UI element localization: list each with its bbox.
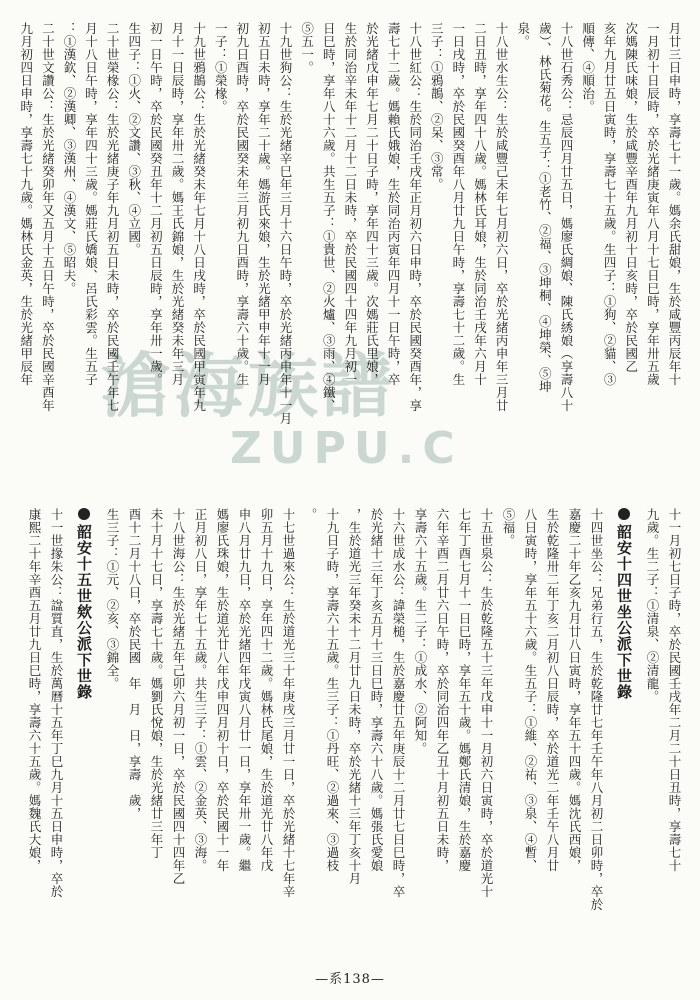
text-column: 順傳、④順治。 bbox=[580, 22, 596, 113]
text-column: 十九日子時，享壽六十五歲。生三子：①丹旺、②過來、③過枝 bbox=[325, 508, 340, 872]
text-column: 十八世海公：生於光緒五年己卯六月初一日，卒於民國四十四年乙 bbox=[171, 508, 186, 885]
text-column: 月十一日辰時，享年卅二歲。媽王氏錦娘，生於光緒癸未年三月 bbox=[169, 22, 185, 386]
text-column: 申八月廿九日，卒於光緒四年戊寅八月廿一日，享年卅一歲。繼 bbox=[237, 508, 252, 872]
text-column: 十七世過來公：生於道光三十年庚戌三月廿一日，卒於光緒十七年辛 bbox=[281, 508, 296, 898]
text-column: 七年丁酉七月十一日巳時，享年五十歲。媽鄭氏清娘，生於嘉慶 bbox=[457, 508, 472, 872]
text-column: 泉。 bbox=[515, 22, 531, 48]
text-column: 歲）、林氏菊花。生五子：①老竹、②福、③坤桐、④坤榮、⑤坤 bbox=[537, 22, 553, 393]
text-column: 酉十二月十八日，卒於民國 年 月 日，享壽 歲， bbox=[127, 508, 142, 820]
text-column: 二日丑時，享年四十八歲。媽林氏耳娘，生於同治壬戌年六月十 bbox=[472, 22, 488, 386]
text-column: 十九世鴉鵲公：生於光緒癸未年七月十八日戌時，卒於民國甲寅年九 bbox=[191, 22, 207, 412]
text-column: 生於同治辛未年十二月十二日未時，卒於民國四十四年九月初一 bbox=[342, 22, 358, 386]
section-heading bbox=[74, 508, 94, 963]
page-number: —系138— bbox=[315, 972, 385, 987]
text-column: 十五世泉公：生於乾隆五十三年戊申十一月初六日寅時，卒於道光十 bbox=[479, 508, 494, 898]
text-column: 次媽陳氏味娘，生於咸豐辛酉年九月初十日亥時，卒於民國乙 bbox=[623, 22, 639, 373]
text-column: 享壽六十五歲。生二子：①成水、②阿知。 bbox=[413, 508, 428, 755]
section-heading bbox=[614, 508, 634, 963]
text-column: 月十八日午時，享年四十三歲。媽莊氏嬌娘、呂氏彩雲。生五子 bbox=[83, 22, 99, 386]
text-column: ：①漢欽、②漢卿、③漢州、④漢文、⑤昭夫。 bbox=[61, 22, 77, 295]
bullet-icon bbox=[78, 508, 90, 520]
text-column: 十一世掾朱公：諡質直，生於萬曆十五年丁巳九月十五日申時，卒於 bbox=[49, 508, 64, 898]
watermark-url: ZUPU.C bbox=[230, 423, 463, 474]
heading-text: 韶安十四世坐公派下世錄 bbox=[615, 524, 633, 700]
text-column: 嘉慶二十年乙亥九月廿八日寅時，享年五十四歲。媽沈氏西娘， bbox=[567, 508, 582, 872]
watermark-text: 滄海族譜 bbox=[100, 345, 396, 427]
text-column: 正月初八日，享年七十五歲。共生三子：①雲、②金英、③海。 bbox=[193, 508, 208, 872]
text-column: 一月初十日辰時，卒於光緒庚寅年八月十七日巳時，享年卅五歲 bbox=[645, 22, 661, 386]
heading-text: 韶安十五世欸公派下世錄 bbox=[75, 524, 93, 700]
text-column: 月廿三日申時，享壽七十一歲。媽余氏甜娘，生於咸豐丙辰年十 bbox=[667, 22, 682, 386]
text-column: 一日戌時，卒於民國癸酉年八月廿九日午時，享壽七十二歲。生 bbox=[450, 22, 466, 386]
text-column: 壽七十二歲。媽賴氏娥娘，生於同治丙寅年四月十一日午時，卒 bbox=[386, 22, 402, 386]
text-column: 九月初四日申時，享壽七十九歲。媽林氏金英，生於光緒甲辰年 bbox=[18, 22, 34, 386]
text-column: 亥年九月廿五日寅時，享壽七十五歲。生四子：①狗、②貓、③ bbox=[602, 22, 618, 386]
text-column: 媽廖氏珠娘，生於道光廿八年戊申四月初十日，卒於民國十一年 bbox=[215, 508, 230, 872]
text-column: 日巳時，享年八十六歲。共生五子：①貴世、②火爐、③雨、④鐵、 bbox=[321, 22, 337, 412]
text-column: 六年辛酉二月廿六日午時，卒於同治四年乙丑十月初五日未時， bbox=[435, 508, 450, 872]
text-column: 十八世水生公：生於咸豐己未年七月初六日，卒於光緒丙申年三月廿 bbox=[494, 22, 510, 412]
text-column: ⑤五一。 bbox=[299, 22, 315, 74]
text-column: 初九日酉時，卒於民國癸未年三月初九日酉時，享壽六十歲。生 bbox=[234, 22, 250, 386]
bullet-icon bbox=[618, 508, 630, 520]
text-column: 九歲。生二子：①清泉、②清龍。 bbox=[645, 508, 660, 703]
text-column: 一子：①榮椽。 bbox=[213, 22, 229, 113]
bottom-section bbox=[18, 508, 682, 963]
text-column: 十六世成水公：諱榮槌，生於嘉慶廿五年庚辰十二月廿七日巳時，卒 bbox=[391, 508, 406, 898]
text-column: 三子：①鴉鵲、②呆、③常。 bbox=[429, 22, 445, 191]
text-column: 生三子：①元、②亥、③錦全。 bbox=[105, 508, 120, 690]
text-column: 生四子：①火、②文讚、③秋、④立國。 bbox=[126, 22, 142, 256]
text-column: ⑤福。 bbox=[501, 508, 516, 547]
text-column: 卯五月十九日，享年四十二歲。媽林氏尾娘，生於道光廿八年戊 bbox=[259, 508, 274, 872]
top-section bbox=[18, 22, 682, 482]
text-column: 生於乾隆卅二年丁亥二月初八日辰時，卒於道光二年壬午八月廿 bbox=[545, 508, 560, 872]
text-column: 十八世石秀公：忌辰四月廿五日，媽廖氏綢娘、陳氏綉娘（享壽八十 bbox=[558, 22, 574, 412]
text-column: ，生於道光三年癸未十二月廿九日未時，卒於光緒十三年丁亥十月 bbox=[347, 508, 362, 885]
text-column: 十八世紅公：生於同治壬戌年正月初六日申時，卒於民國癸酉年，享 bbox=[407, 22, 423, 412]
text-column: 於光緒十三年丁亥五月十三日巳時，享壽六十八歲。媽張氏愛娘 bbox=[369, 508, 384, 872]
text-column: 二十世榮椽公：生於光緒庚子年九月初五日未時，卒於民國壬午年七 bbox=[105, 22, 121, 412]
text-column: 十九世狗公：生於光緒辛巳年三月十六日午時，卒於光緒丙申年十一月 bbox=[278, 22, 294, 425]
text-column: 初一日午時，卒於民國癸丑年十二月初五日辰時，享年卅一歲。 bbox=[148, 22, 164, 386]
text-column: 八日寅時，享年五十六歲。生五子：①維、②祐、③泉、④暫、 bbox=[523, 508, 538, 872]
text-column: 於光緒戊申年七月二十日子時，享年四十三歲。次媽莊氏里娘， bbox=[364, 22, 380, 386]
text-column: 。 bbox=[303, 508, 318, 521]
text-column: 十四世坐公：兄弟行五，生於乾隆廿七年壬午年八月初二日卯時，卒於 bbox=[589, 508, 604, 911]
text-column: 康熙二十年辛酉五月廿九日巳時，享壽六十五歲。媽魏氏大娘， bbox=[27, 508, 42, 872]
text-column: 二十世文讚公：生於光緒癸卯年又五月十五日午時，卒於民國辛酉年 bbox=[40, 22, 56, 412]
text-column: 未十月十七日，享壽七十歲。媽劉氏悅娘，生於光緒廿三年丁 bbox=[149, 508, 164, 859]
text-column: 初五日未時，享年二十歲。媽游氏來娘，生於光緒甲申年十一月 bbox=[256, 22, 272, 386]
text-column: 十一月初七日子時，卒於民國壬戌年二月二十日丑時，享壽七十 bbox=[667, 508, 682, 872]
